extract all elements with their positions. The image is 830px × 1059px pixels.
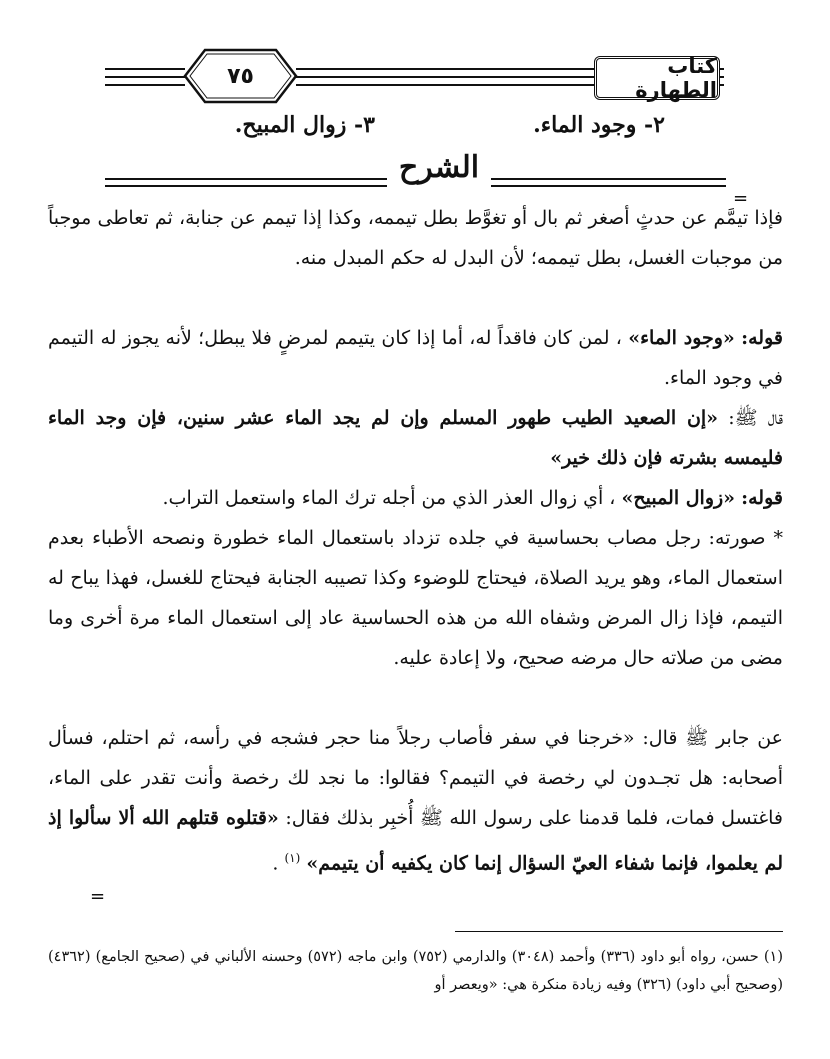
page-number: ٧٥ (227, 63, 254, 89)
footnote-separator (455, 931, 783, 932)
header-rule-mid-2 (296, 76, 594, 78)
header-rule-left-1 (105, 68, 185, 70)
section-rule-right-1 (491, 178, 726, 180)
paragraph-2 (48, 318, 783, 398)
list-item-2: ٢- وجود الماء. (533, 112, 665, 138)
section-rule-left-2 (105, 185, 387, 187)
paragraph-6-intro: عن جابر ﷺ قال: «خرجنا في سفر فأصاب رجلاً منا حجر فشجه في رأسه، ثم احتلم، فسأل أصحابه: هل تجـدون لي رخصة في التيمم؟ فقالوا: ما نجد لك رخصة وأنت تقدر على الماء، فاغتسل فمات، فلما قدمنا على رسول الله ﷺ أُخبِر بذلك فقال: (48, 727, 783, 829)
header-rule-left-2 (105, 76, 185, 78)
paragraph-6-end: . (272, 852, 279, 875)
paragraph-4-text: ، أي زوال العذر الذي من أجله ترك الماء واستعمل التراب. (162, 487, 616, 509)
section-title: الشرح (398, 150, 480, 185)
paragraph-2-quote: «وجود الماء» (628, 327, 735, 349)
continuation-mark-top: = (733, 188, 749, 209)
header-rule-mid-1 (296, 68, 594, 70)
continuation-mark-bottom: = (90, 886, 106, 907)
paragraph-6-hadith: «قتلوه قتلهم الله ألا سألوا إذ لم يعلموا، فإنما شفاء العيّ السؤال إنما كان يكفيه أن يتيمم» (48, 807, 783, 875)
footnote: (١) حسن، رواه أبو داود (٣٣٦) وأحمد (٣٠٤٨) والدارمي (٧٥٢) وابن ماجه (٥٧٢) وحسنه الألباني في (صحيح الجامع) (٤٣٦٢) (وصحيح أبي داود) (٣٢٦) وفيه زيادة منكرة هي: «ويعصر أو (48, 949, 783, 993)
list-item-3: ٣- زوال المبيح. (234, 112, 375, 138)
book-title: كتاب الطهارة (594, 56, 720, 100)
paragraph-5: * صورته: رجل مصاب بحساسية في جلده تزداد باستعمال الماء خطورة ونصحه الأطباء بعدم استعمال الماء، وهو يريد الصلاة، فيحتاج للوضوء وكذا تصيبه الجنابة فيحتاج للغسل، فهذا يباح له التيمم، فإذا زال المرض وشفاه الله من هذه الحساسية عاد إلى استعمال الماء مرة أخرى وما مضى من صلاته حال مرضه صحيح، ولا إعادة عليه. (48, 527, 783, 669)
paragraph-4-label: قوله: (741, 487, 783, 509)
paragraph-4 (48, 478, 783, 518)
paragraph-1: فإذا تيمَّم عن حدثٍ أصغر ثم بال أو تغوَّط بطل تيممه، وكذا إذا تيمم عن جنابة، ثم تعاطى موجباً من موجبات الغسل، بطل تيممه؛ لأن البدل له حكم المبدل منه. (48, 207, 783, 269)
paragraph-2-text: ، لمن كان فاقداً له، أما إذا كان يتيمم لمرضٍ فلا يبطل؛ لأنه يجوز له التيمم في وجود الماء. (48, 327, 783, 389)
header-rule-mid-3 (296, 84, 594, 86)
paragraph-2-label: قوله: (741, 327, 783, 349)
header-rule-left-3 (105, 84, 185, 86)
section-rule-right-2 (491, 185, 726, 187)
section-rule-left-1 (105, 178, 387, 180)
paragraph-4-quote: «زوال المبيح» (621, 487, 736, 509)
paragraph-6 (48, 718, 783, 883)
paragraph-3-hadith: «إن الصعيد الطيب طهور المسلم وإن لم يجد الماء عشر سنين، فإن وجد الماء فليمسه بشرته فإن ذلك خير» (48, 407, 783, 469)
paragraph-3-intro: قال ﷺ: (728, 407, 783, 429)
footnote-ref[interactable]: (١) (284, 851, 301, 865)
paragraph-3 (48, 398, 783, 478)
